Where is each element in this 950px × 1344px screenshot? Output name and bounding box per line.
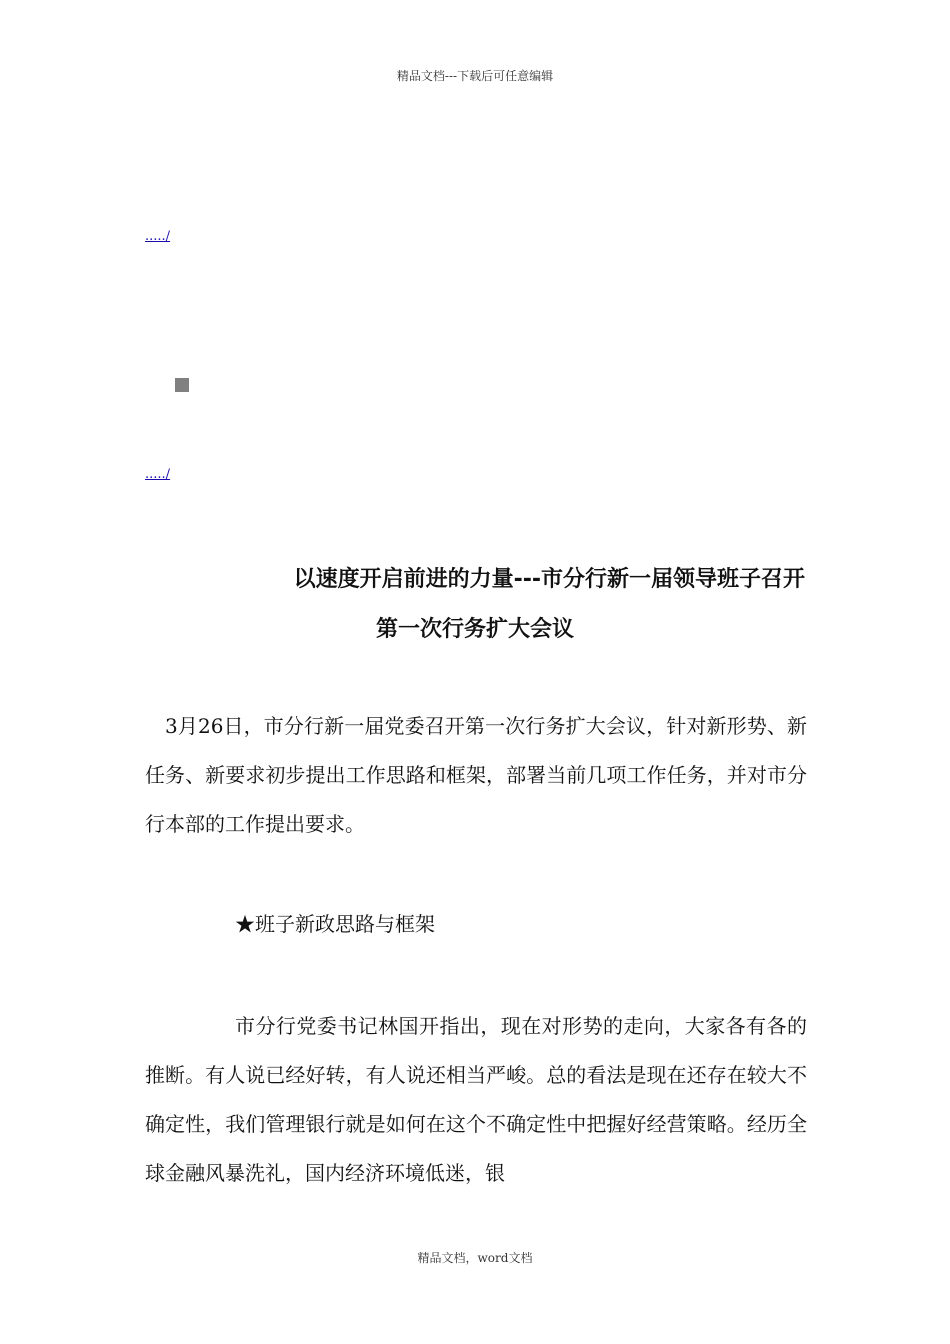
link-first[interactable]: ...../ (145, 229, 171, 244)
link-second[interactable]: ...../ (145, 467, 171, 482)
article-title-line1: 以速度开启前进的力量---市分行新一届领导班子召开 (293, 567, 805, 592)
paragraph-main: 市分行党委书记林国开指出，现在对形势的走向，大家各有各的推断。有人说已经好转，有人说还相当严峻。总的看法是现在还存在较大不确定性，我们管理银行就是如何在这个不确定性中把握好经营策略。经历全球金融风暴洗礼，国内经济环境低迷，银 (145, 1014, 807, 1185)
page-header: 精品文档---下载后可任意编辑 (396, 69, 554, 83)
square-bullet-icon (175, 378, 189, 392)
paragraph-intro: 3月26日，市分行新一届党委召开第一次行务扩大会议，针对新形势、新任务、新要求初步提出工作思路和框架，部署当前几项工作任务，并对市分行本部的工作提出要求。 (145, 714, 807, 836)
page-footer: 精品文档，word文档 (417, 1251, 533, 1265)
article-title-line2: 第一次行务扩大会议 (375, 617, 574, 642)
section-heading: ★班子新政思路与框架 (235, 912, 435, 936)
